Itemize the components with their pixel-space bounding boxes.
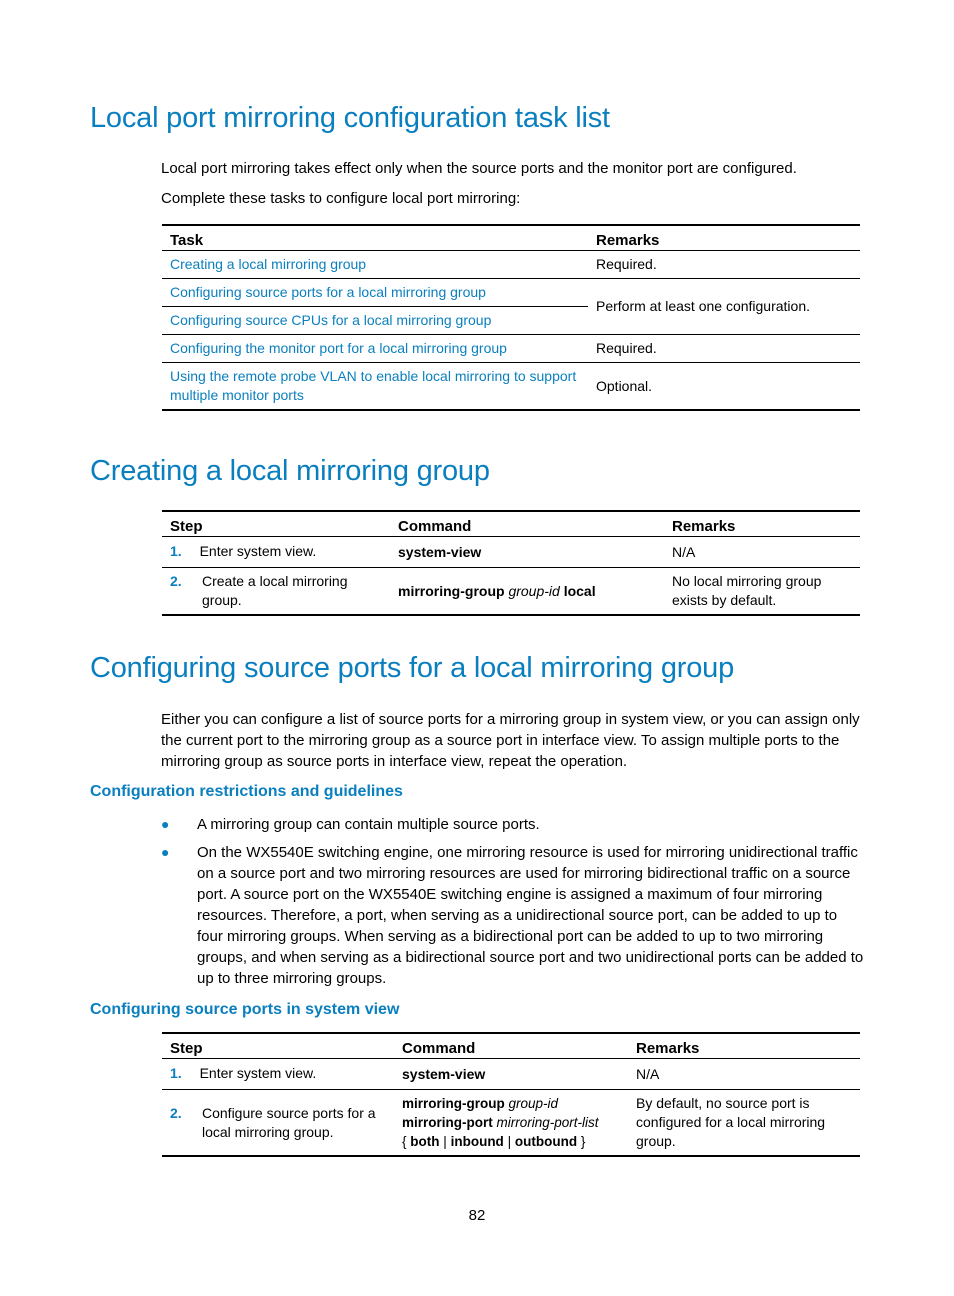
remarks-cell: No local mirroring group exists by default. xyxy=(672,573,822,608)
heading-creating-group: Creating a local mirroring group xyxy=(90,455,490,487)
remarks-cell: Required. xyxy=(588,335,860,363)
list-item: ● A mirroring group can contain multiple source ports. xyxy=(161,816,540,833)
heading-system-view: Configuring source ports in system view xyxy=(90,1001,400,1018)
step-number: 2. xyxy=(170,573,182,589)
bullet-icon: ● xyxy=(161,816,170,832)
source-ports-intro: Either you can configure a list of source ports for a mirroring group in system view, or you can assign only the current port to the mirroring group as a source port in interface view. To assign multiple ports to the mirroring group as source ports in interface view, repeat the operation. xyxy=(161,711,860,770)
command-keyword: mirroring-group xyxy=(398,582,505,599)
intro-text: Local port mirroring takes effect only when the source ports and the monitor port are configured. xyxy=(161,160,797,177)
command-keyword: both xyxy=(410,1134,440,1149)
task-table xyxy=(162,224,860,411)
step-number: 2. xyxy=(170,1104,182,1121)
bullet-icon: ● xyxy=(161,844,170,860)
command-argument: mirroring-port-list xyxy=(496,1115,599,1130)
command-keyword: mirroring-group xyxy=(402,1096,505,1111)
command-keyword: system-view xyxy=(398,543,482,560)
page-number: 82 xyxy=(468,1207,486,1224)
step-number: 1. xyxy=(170,543,182,559)
command-keyword: mirroring-port xyxy=(402,1115,493,1130)
column-header-remarks: Remarks xyxy=(664,511,860,537)
link-source-ports[interactable]: Configuring source ports for a local mirroring group xyxy=(170,284,486,300)
heading-restrictions: Configuration restrictions and guidelines xyxy=(90,783,403,800)
command-brace: { xyxy=(402,1134,407,1149)
system-view-table xyxy=(162,1032,860,1157)
remarks-cell: Perform at least one configuration. xyxy=(588,279,860,335)
link-creating-group[interactable]: Creating a local mirroring group xyxy=(170,256,367,272)
remarks-cell: Required. xyxy=(588,251,860,279)
command-keyword: local xyxy=(563,582,596,599)
restrictions-list xyxy=(161,814,865,996)
command-keyword: inbound xyxy=(450,1134,504,1149)
table-row xyxy=(162,335,860,363)
intro-text-2: Complete these tasks to configure local port mirroring: xyxy=(161,190,521,207)
command-keyword: system-view xyxy=(402,1065,486,1082)
step-text: Enter system view. xyxy=(199,543,317,559)
list-item: ● On the WX5540E switching engine, one mirroring resource is used for mirroring unidirectional traffic on a source port and two mirroring resources are used for mirroring bidirectional traffic on a source port. A source port on the WX5540E switching engine is assigned a maximum of four mirroring resources. Therefore, a port, when serving as a unidirectional source port, can be added to up to four mirroring groups. When serving as a bidirectional port can be added to up to two mirroring groups, and when serving as a bidirectional source port and two unidirectional ports can be added to up to three mirroring groups. xyxy=(161,844,864,987)
step-text: Create a local mirroring group. xyxy=(202,573,348,608)
command-separator: | xyxy=(507,1134,512,1149)
command-brace: } xyxy=(580,1134,586,1149)
table-row xyxy=(162,279,860,307)
column-header-remarks: Remarks xyxy=(588,225,860,251)
table-row xyxy=(162,1059,860,1090)
command-argument: group-id xyxy=(508,582,560,599)
column-header-step: Step xyxy=(162,511,390,537)
remarks-cell: N/A xyxy=(628,1059,860,1090)
remarks-cell: Optional. xyxy=(596,377,653,394)
creating-group-table xyxy=(162,510,860,616)
column-header-command: Command xyxy=(390,511,664,537)
command-keyword: outbound xyxy=(514,1134,578,1149)
remarks-cell: By default, no source port is configured for a local mirroring group. xyxy=(636,1095,826,1149)
table-row xyxy=(162,363,860,411)
column-header-command: Command xyxy=(394,1033,628,1059)
table-row xyxy=(162,1090,860,1157)
column-header-task: Task xyxy=(162,225,588,251)
step-text: Enter system view. xyxy=(199,1065,317,1081)
table-row xyxy=(162,568,860,616)
link-source-cpus[interactable]: Configuring source CPUs for a local mirroring group xyxy=(170,312,492,328)
column-header-step: Step xyxy=(162,1033,394,1059)
command-separator: | xyxy=(443,1134,447,1149)
link-remote-probe-vlan[interactable]: Using the remote probe VLAN to enable local mirroring to support multiple monitor ports xyxy=(170,368,577,403)
command-argument: group-id xyxy=(508,1096,559,1111)
heading-task-list: Local port mirroring configuration task list xyxy=(90,102,610,134)
column-header-remarks: Remarks xyxy=(628,1033,860,1059)
table-row xyxy=(162,537,860,568)
step-text: Configure source ports for a local mirroring group. xyxy=(202,1104,376,1140)
heading-source-ports: Configuring source ports for a local mirroring group xyxy=(90,652,735,684)
link-monitor-port[interactable]: Configuring the monitor port for a local mirroring group xyxy=(170,340,507,356)
remarks-cell: N/A xyxy=(664,537,860,568)
table-row xyxy=(162,251,860,279)
step-number: 1. xyxy=(170,1065,182,1081)
